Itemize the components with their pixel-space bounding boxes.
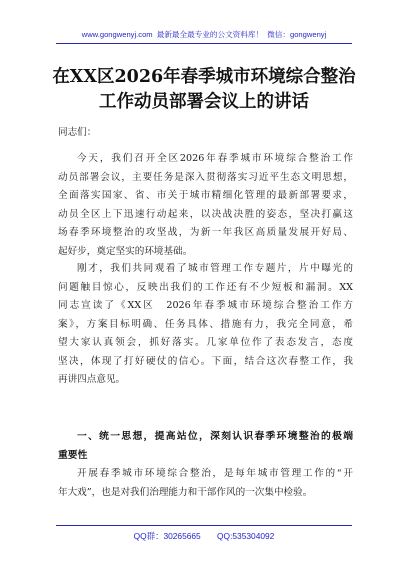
paragraph-2 (58, 260, 353, 390)
footer-qq: QQ:535304092 (217, 531, 275, 541)
heading-line: 一、统一思想，提高站位，深刻认识春季环境整治的极端 (77, 431, 353, 442)
paragraph-line: 望大家认真领会，抓好落实。几家单位作了表态发言，态度 (58, 337, 353, 348)
heading-line: 重要性 (58, 449, 88, 461)
title-line-2: 工作动员部署会议上的讲话 (99, 92, 309, 112)
footer-divider (56, 525, 352, 526)
salutation: 同志们： (58, 127, 97, 138)
header-divider (56, 43, 352, 44)
footer-qq-group: QQ群：30265665 (133, 531, 201, 541)
section-heading-1 (58, 428, 353, 465)
page-header (0, 30, 408, 40)
paragraph-line: 场春季环境整治的攻坚战，为新一年我区高质量发展开好局、 (58, 227, 353, 238)
header-site-link[interactable]: www.gongwenyj.com (81, 30, 153, 39)
paragraph-line: 案》，方案目标明确、任务具体、措施有力，我完全同意，希 (58, 318, 353, 330)
paragraph-line: 问题触目惊心，反映出我们的工作还有不少短板和漏洞。XX (58, 281, 353, 293)
paragraph-line: 再讲四点意见。 (58, 374, 126, 385)
paragraph-line: 起好步，奠定坚实的环境基础。 (58, 245, 193, 257)
paragraph-line: 开展春季城市环境综合整治，是每年城市管理工作的“开 (77, 468, 353, 479)
paragraph-line: 动员全区上下迅速行动起来，以决战决胜的姿态，坚决打赢这 (58, 208, 353, 220)
paragraph-line: 刚才，我们共同观看了城市管理工作专题片，片中曝光的 (77, 263, 353, 274)
paragraph-line: 坚决，体现了打好硬仗的信心。下面，结合这次春整工作，我 (58, 355, 353, 367)
paragraph-line: 今天，我们召开全区2026年春季城市环境综合整治工作 (77, 153, 353, 164)
document-title (30, 65, 378, 115)
title-line-1: 在XX区2026年春季城市环境综合整治 (52, 67, 356, 87)
paragraph-line: 全面落实国家、省、市关于城市精细化管理的最新部署要求， (58, 190, 353, 201)
paragraph-1 (58, 150, 353, 261)
paragraph-line: 动员部署会议，主要任务是深入贯彻落实习近平生态文明思想， (58, 171, 353, 183)
paragraph-line: 年大戏”，也是对我们治理能力和干部作风的一次集中检验。 (58, 486, 313, 498)
page-footer (0, 530, 408, 542)
paragraph-3 (58, 465, 353, 502)
paragraph-line: 同志宣读了《XX区 2026年春季城市环境综合整治工作方 (58, 300, 353, 311)
header-wechat: 微信：gongwenyj (267, 30, 327, 39)
header-tagline: 最新最全最专业的公文资料库！ (156, 30, 264, 39)
